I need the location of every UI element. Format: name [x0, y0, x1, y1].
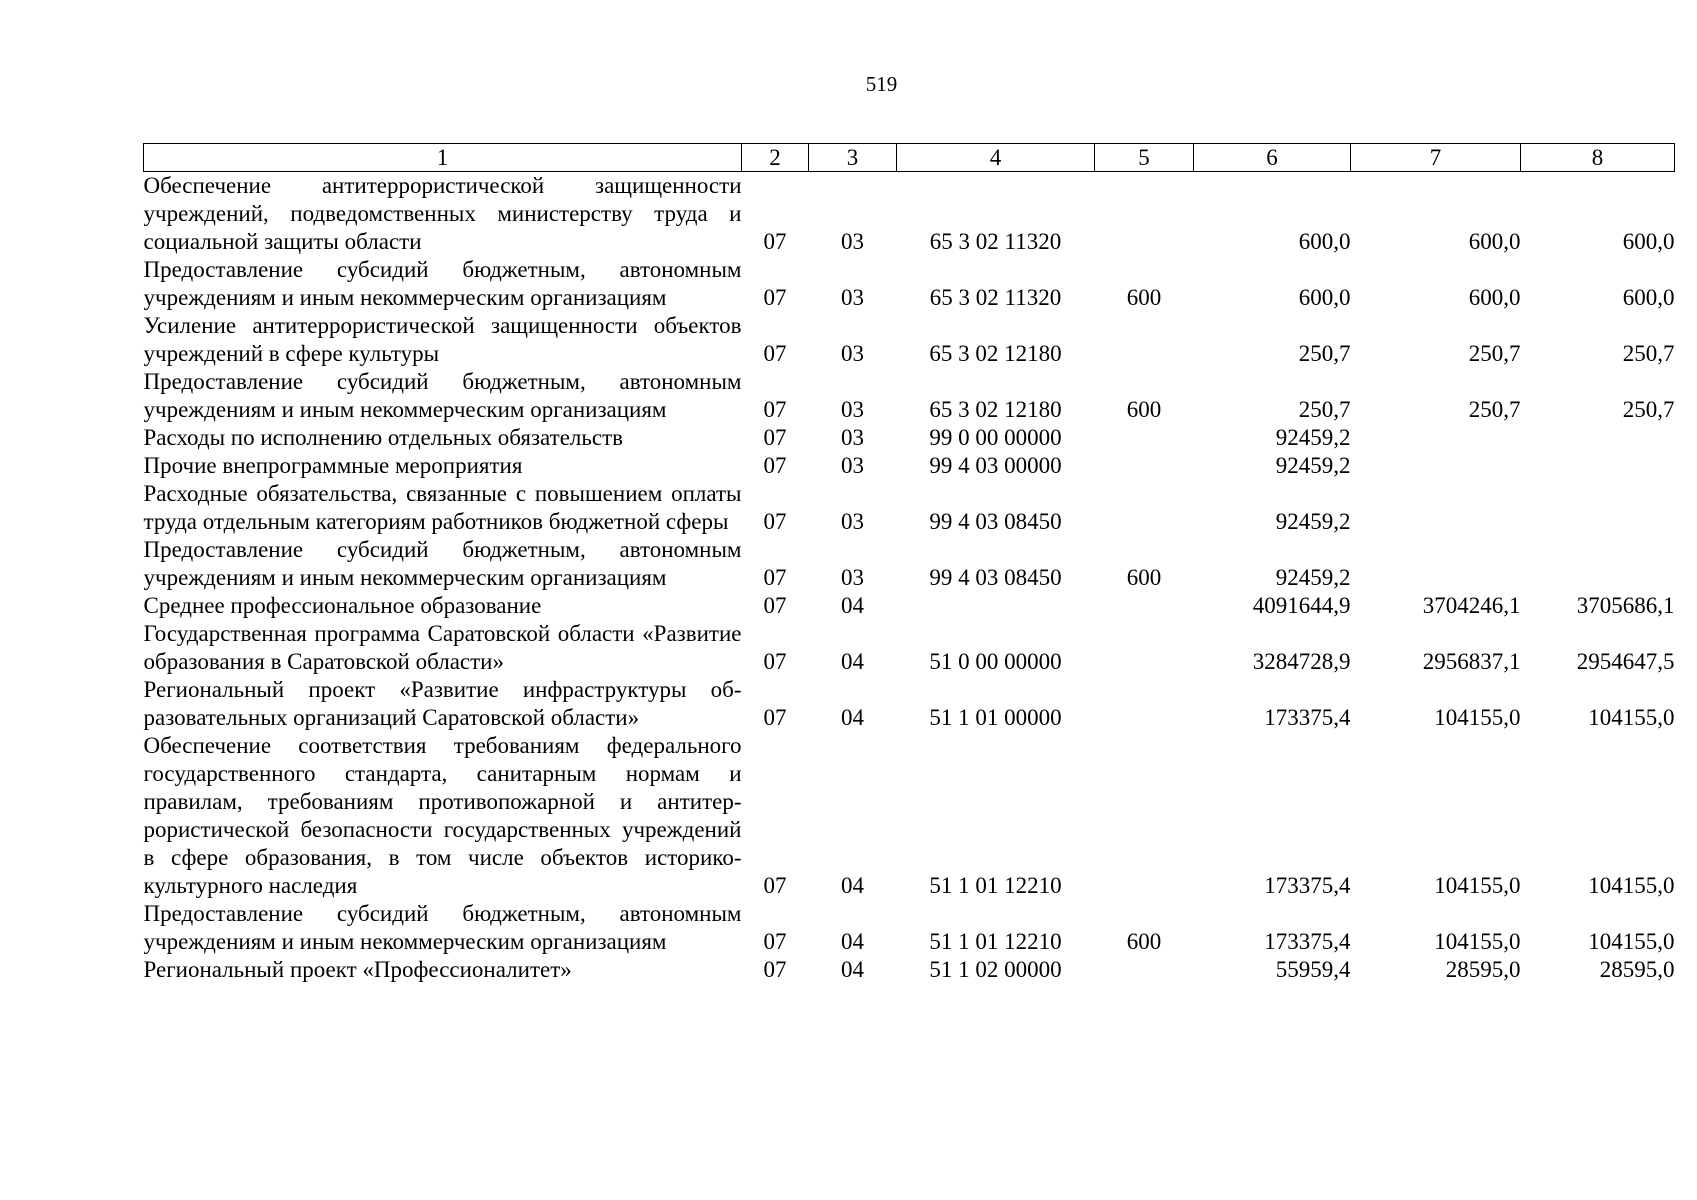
row-name: Предоставление субсидий бюджетным, автономным учреждениям и иным некоммерческим организациям [143, 257, 742, 310]
row-section: 07 [763, 285, 787, 310]
table-row [144, 480, 1675, 536]
table-row [144, 536, 1675, 592]
row-subsection: 04 [841, 705, 864, 730]
row-expense-type [1095, 592, 1194, 620]
row-section: 07 [763, 509, 787, 534]
row-value-col7: 250,7 [1468, 341, 1521, 366]
row-value-col6: 250,7 [1298, 341, 1351, 366]
row-value-col8 [1521, 480, 1675, 536]
row-value-col7: 104155,0 [1434, 705, 1521, 730]
row-value-col8: 3705686,1 [1576, 593, 1675, 618]
row-value-col8: 600,0 [1622, 285, 1675, 310]
row-target-article: 65 3 02 12180 [929, 341, 1062, 366]
row-name: Расходные обязательства, связанные с повышением оплаты труда отдельным категориям работников бюджетной сферы [143, 481, 742, 534]
budget-table [143, 143, 1675, 984]
table-row [144, 312, 1675, 368]
row-subsection: 04 [841, 957, 864, 982]
row-subsection: 03 [841, 425, 864, 450]
row-value-col8 [1521, 536, 1675, 592]
row-value-col8: 600,0 [1622, 229, 1675, 254]
row-value-col6: 3284728,9 [1252, 649, 1351, 674]
table-row [144, 900, 1675, 956]
row-name: Среднее профессиональное образование [143, 593, 542, 618]
row-value-col7: 3704246,1 [1422, 593, 1521, 618]
row-section: 07 [763, 229, 787, 254]
row-expense-type [1095, 620, 1194, 676]
row-subsection: 03 [841, 397, 864, 422]
row-value-col7: 600,0 [1468, 285, 1521, 310]
row-value-col6: 173375,4 [1264, 929, 1351, 954]
row-name: Региональный проект «Профессионалитет» [143, 957, 572, 982]
column-header-4: 4 [897, 144, 1095, 172]
column-header-8: 8 [1521, 144, 1675, 172]
row-target-article: 51 1 01 12210 [929, 873, 1062, 898]
row-expense-type [1095, 172, 1194, 257]
table-row [144, 368, 1675, 424]
row-expense-type: 600 [1126, 397, 1162, 422]
row-name: Прочие внепрограммные мероприятия [143, 453, 523, 478]
row-target-article: 99 4 03 00000 [929, 453, 1062, 478]
row-subsection: 04 [841, 593, 864, 618]
row-expense-type [1095, 956, 1194, 984]
row-subsection: 04 [841, 929, 864, 954]
column-header-5: 5 [1095, 144, 1194, 172]
row-name: Обеспечение антитеррористической защищенности учреждений, подведомственных министерству труда и социальной защиты области [143, 173, 742, 254]
row-value-col8: 104155,0 [1588, 705, 1675, 730]
row-expense-type [1095, 676, 1194, 732]
table-row [144, 620, 1675, 676]
row-subsection: 04 [841, 649, 864, 674]
row-value-col6: 92459,2 [1275, 565, 1351, 590]
row-target-article: 51 1 01 00000 [929, 705, 1062, 730]
table-row [144, 676, 1675, 732]
row-value-col6: 600,0 [1298, 285, 1351, 310]
row-section: 07 [763, 957, 787, 982]
column-header-7: 7 [1351, 144, 1521, 172]
row-expense-type [1095, 480, 1194, 536]
row-value-col7 [1351, 452, 1521, 480]
row-target-article: 51 1 01 12210 [929, 929, 1062, 954]
row-subsection: 03 [841, 285, 864, 310]
row-value-col7: 104155,0 [1434, 929, 1521, 954]
row-value-col8: 104155,0 [1588, 929, 1675, 954]
row-subsection: 03 [841, 509, 864, 534]
row-value-col8: 250,7 [1622, 341, 1675, 366]
row-target-article: 99 4 03 08450 [929, 565, 1062, 590]
table-row [144, 256, 1675, 312]
column-header-6: 6 [1194, 144, 1351, 172]
row-name: Государственная программа Саратовской области «Развитие образования в Саратовской области» [143, 621, 742, 674]
table-row [144, 592, 1675, 620]
row-value-col8: 2954647,5 [1576, 649, 1675, 674]
row-target-article: 65 3 02 11320 [929, 285, 1062, 310]
row-target-article: 99 4 03 08450 [929, 509, 1062, 534]
row-value-col8: 28595,0 [1599, 957, 1675, 982]
row-section: 07 [763, 929, 787, 954]
row-section: 07 [763, 593, 787, 618]
row-expense-type [1095, 312, 1194, 368]
row-value-col7 [1351, 480, 1521, 536]
table-row [144, 172, 1675, 257]
row-value-col7: 104155,0 [1434, 873, 1521, 898]
row-section: 07 [763, 873, 787, 898]
column-header-3: 3 [809, 144, 897, 172]
row-value-col6: 92459,2 [1275, 425, 1351, 450]
column-header-2: 2 [742, 144, 809, 172]
row-target-article: 51 0 00 00000 [929, 649, 1062, 674]
header-row [144, 144, 1675, 172]
row-target-article: 51 1 02 00000 [929, 957, 1062, 982]
row-value-col7: 250,7 [1468, 397, 1521, 422]
row-expense-type: 600 [1126, 285, 1162, 310]
row-target-article: 99 0 00 00000 [929, 425, 1062, 450]
row-value-col7: 600,0 [1468, 229, 1521, 254]
row-name: Предоставление субсидий бюджетным, автономным учреждениям и иным некоммерческим организациям [143, 901, 742, 954]
row-value-col7: 2956837,1 [1422, 649, 1521, 674]
table-row [144, 732, 1675, 900]
row-value-col7 [1351, 536, 1521, 592]
row-subsection: 03 [841, 565, 864, 590]
row-subsection: 03 [841, 453, 864, 478]
row-section: 07 [763, 397, 787, 422]
row-section: 07 [763, 649, 787, 674]
row-name: Региональный проект «Развитие инфраструктуры образовательных организаций Саратовской области» [143, 677, 742, 730]
row-value-col7 [1351, 424, 1521, 452]
row-value-col8: 250,7 [1622, 397, 1675, 422]
row-target-article [897, 592, 1095, 620]
table-body [144, 172, 1675, 985]
row-name: Расходы по исполнению отдельных обязательств [143, 425, 623, 450]
row-section: 07 [763, 453, 787, 478]
column-header-1: 1 [144, 144, 742, 172]
row-section: 07 [763, 705, 787, 730]
row-value-col6: 600,0 [1298, 229, 1351, 254]
row-value-col6: 92459,2 [1275, 509, 1351, 534]
row-section: 07 [763, 341, 787, 366]
row-section: 07 [763, 425, 787, 450]
table-row [144, 956, 1675, 984]
row-value-col8 [1521, 424, 1675, 452]
row-value-col6: 173375,4 [1264, 705, 1351, 730]
row-value-col6: 4091644,9 [1252, 593, 1351, 618]
row-name: Предоставление субсидий бюджетным, автономным учреждениям и иным некоммерческим организациям [143, 537, 742, 590]
row-value-col6: 55959,4 [1275, 957, 1351, 982]
table-row [144, 452, 1675, 480]
row-target-article: 65 3 02 11320 [929, 229, 1062, 254]
row-subsection: 03 [841, 341, 864, 366]
row-name: Усиление антитеррористической защищенности объектов учреждений в сфере культуры [143, 313, 742, 366]
row-subsection: 04 [841, 873, 864, 898]
row-expense-type [1095, 452, 1194, 480]
row-value-col8: 104155,0 [1588, 873, 1675, 898]
row-expense-type: 600 [1126, 929, 1162, 954]
page-number: 519 [865, 72, 898, 96]
row-name: Обеспечение соответствия требованиям федерального государственного стандарта, санитарным нормам и правилам, требованиям противопожарной и антитеррористической безопасности государственных учреждений в сфере образования, в том числе объектов историко-культурного наследия [143, 733, 742, 898]
row-expense-type: 600 [1126, 565, 1162, 590]
table-row [144, 424, 1675, 452]
row-section: 07 [763, 565, 787, 590]
row-value-col7: 28595,0 [1445, 957, 1521, 982]
row-expense-type [1095, 424, 1194, 452]
row-subsection: 03 [841, 229, 864, 254]
row-name: Предоставление субсидий бюджетным, автономным учреждениям и иным некоммерческим организациям [143, 369, 742, 422]
row-value-col6: 250,7 [1298, 397, 1351, 422]
row-value-col6: 92459,2 [1275, 453, 1351, 478]
row-target-article: 65 3 02 12180 [929, 397, 1062, 422]
row-value-col6: 173375,4 [1264, 873, 1351, 898]
row-expense-type [1095, 732, 1194, 900]
row-value-col8 [1521, 452, 1675, 480]
